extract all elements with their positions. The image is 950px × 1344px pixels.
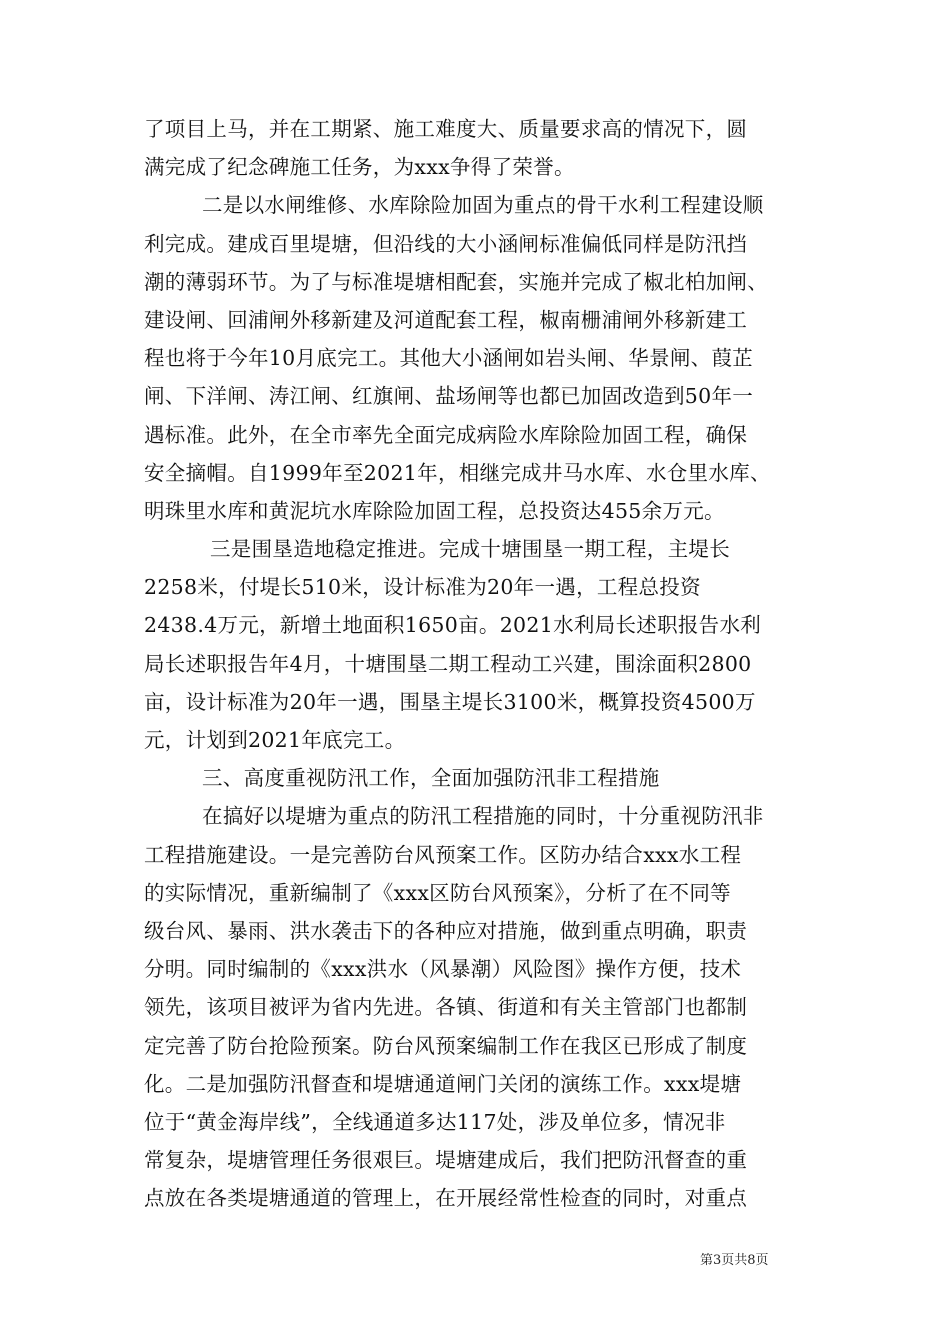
text-line: 定完善了防台抢险预案。防台风预案编制工作在我区已形成了制度 (144, 1033, 748, 1058)
text-line: 点放在各类堤塘通道的管理上，在开展经常性检查的同时，对重点 (144, 1186, 748, 1211)
text-line: 领先，该项目被评为省内先进。各镇、街道和有关主管部门也都制 (144, 995, 748, 1020)
text-line: 位于“黄金海岸线”，全线通道多达117处，涉及单位多，情况非 (144, 1109, 726, 1134)
section-heading: 三、高度重视防汛工作，全面加强防汛非工程措施 (202, 766, 660, 791)
text-line: 分明。同时编制的《xxx洪水（风暴潮）风险图》操作方便，技术 (144, 957, 742, 982)
text-line: 局长述职报告年4月，十塘围垦二期工程动工兴建，围涂面积2800 (144, 651, 752, 676)
text-line: 了项目上马，并在工期紧、施工难度大、质量要求高的情况下，圆 (144, 117, 748, 141)
body-text (144, 110, 806, 1217)
text-line: 明珠里水库和黄泥坑水库除险加固工程，总投资达455余万元。 (144, 498, 725, 523)
paragraph-start-line: 二是以水闸维修、水库除险加固为重点的骨干水利工程建设顺 (202, 193, 764, 218)
text-line: 利完成。建成百里堤塘，但沿线的大小涵闸标准偏低同样是防汛挡 (144, 231, 748, 256)
text-line: 元，计划到2021年底完工。 (144, 728, 406, 752)
text-line: 遇标准。此外，在全市率先全面完成病险水库除险加固工程，确保 (144, 422, 748, 447)
page-number: 第3页共8页 (700, 1253, 769, 1268)
paragraph-start-line: 在搞好以堤塘为重点的防汛工程措施的同时，十分重视防汛非 (202, 804, 764, 829)
text-line: 化。二是加强防汛督查和堤塘通道闸门关闭的演练工作。xxx堤塘 (144, 1071, 742, 1096)
text-line: 级台风、暴雨、洪水袭击下的各种应对措施，做到重点明确，职责 (144, 918, 748, 943)
text-line: 工程措施建设。一是完善防台风预案工作。区防办结合xxx水工程 (144, 842, 742, 867)
text-line: 满完成了纪念碑施工任务，为xxx争得了荣誉。 (144, 155, 575, 180)
text-line: 建设闸、回浦闸外移新建及河道配套工程，椒南栅浦闸外移新建工 (144, 307, 748, 332)
text-line: 2258米，付堤长510米，设计标准为20年一遇，工程总投资 (144, 575, 701, 600)
text-line: 常复杂，堤塘管理任务很艰巨。堤塘建成后，我们把防汛督查的重 (144, 1148, 748, 1173)
text-line: 安全摘帽。自1999年至2021年，相继完成井马水库、水仓里水库、 (144, 460, 771, 485)
text-line: 闸、下洋闸、涛江闸、红旗闸、盐场闸等也都已加固改造到50年一 (144, 384, 754, 409)
text-line: 亩，设计标准为20年一遇，围垦主堤长3100米，概算投资4500万 (144, 689, 756, 714)
text-line: 的实际情况，重新编制了《xxx区防台风预案》，分析了在不同等 (144, 880, 731, 905)
paragraph-start-line: 三是围垦造地稳定推进。完成十塘围垦一期工程，主堤长 (210, 537, 730, 562)
text-line: 2438.4万元，新增土地面积1650亩。2021水利局长述职报告水利 (144, 613, 762, 638)
text-line: 程也将于今年10月底完工。其他大小涵闸如岩头闸、华景闸、葭芷 (144, 346, 754, 371)
text-line: 潮的薄弱环节。为了与标准堤塘相配套，实施并完成了椒北柏加闸、 (144, 269, 768, 294)
